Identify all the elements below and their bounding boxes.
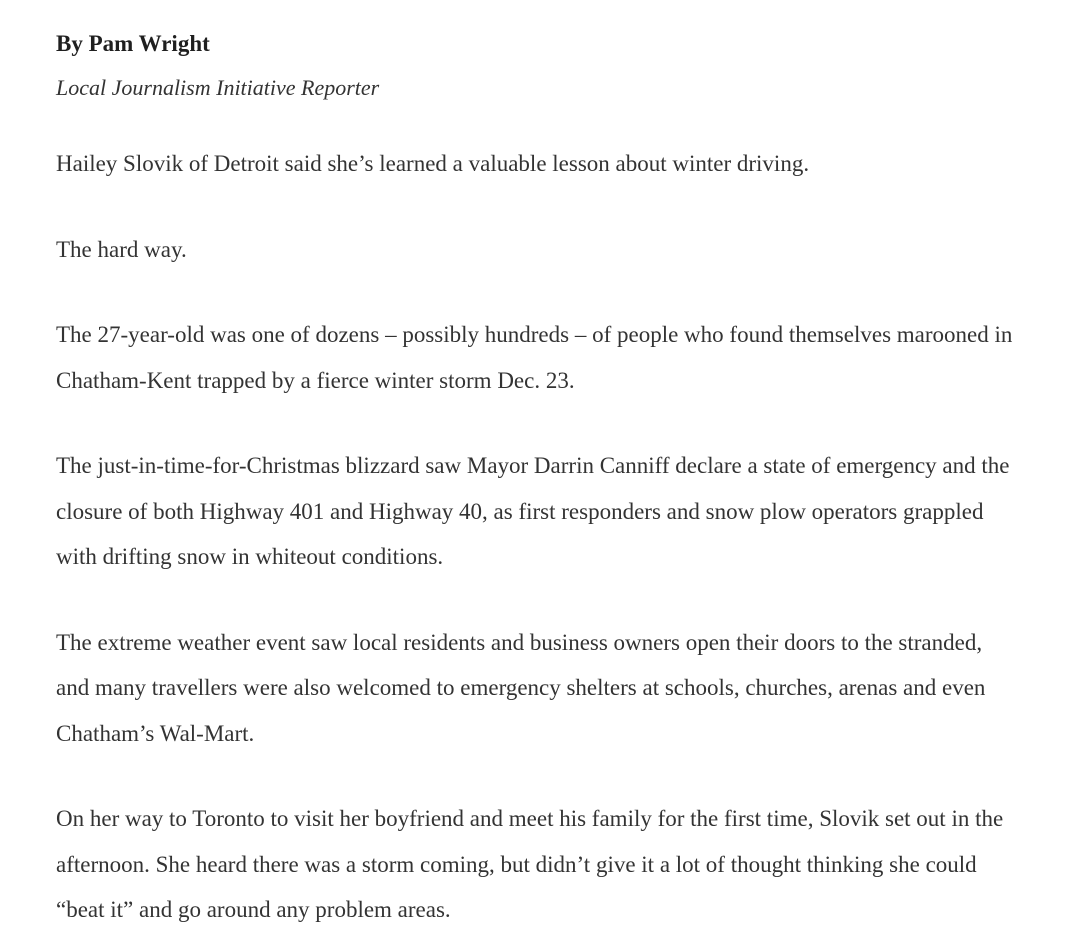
article-paragraph-5: The extreme weather event saw local residents and business owners open their doors to the stranded, and many travellers were also welcomed to emergency shelters at schools, churches, arenas and even Chatham’s Wal-Mart.	[56, 629, 986, 746]
article-paragraph-1: Hailey Slovik of Detroit said she’s learned a valuable lesson about winter driving.	[56, 151, 810, 176]
article-paragraph-2: The hard way.	[56, 236, 187, 262]
author-role: Local Journalism Initiative Reporter	[56, 75, 380, 100]
article-paragraph-4: The just-in-time-for-Christmas blizzard saw Mayor Darrin Canniff declare a state of emergency and the closure of both Highway 401 and Highway 40, as first responders and snow plow operators grappled with drifting snow in whiteout conditions.	[56, 453, 1010, 569]
article-body	[56, 28, 1016, 933]
article-paragraph-6: On her way to Toronto to visit her boyfriend and meet his family for the first time, Slovik set out in the afternoon. She heard there was a storm coming, but didn’t give it a lot of thought thinking she could “beat it” and go around any problem areas.	[56, 806, 1004, 922]
author-byline: By Pam Wright	[56, 31, 210, 56]
article-paragraph-3: The 27-year-old was one of dozens – possibly hundreds – of people who found themselves marooned in Chatham-Kent trapped by a fierce winter storm Dec. 23.	[56, 322, 1013, 393]
